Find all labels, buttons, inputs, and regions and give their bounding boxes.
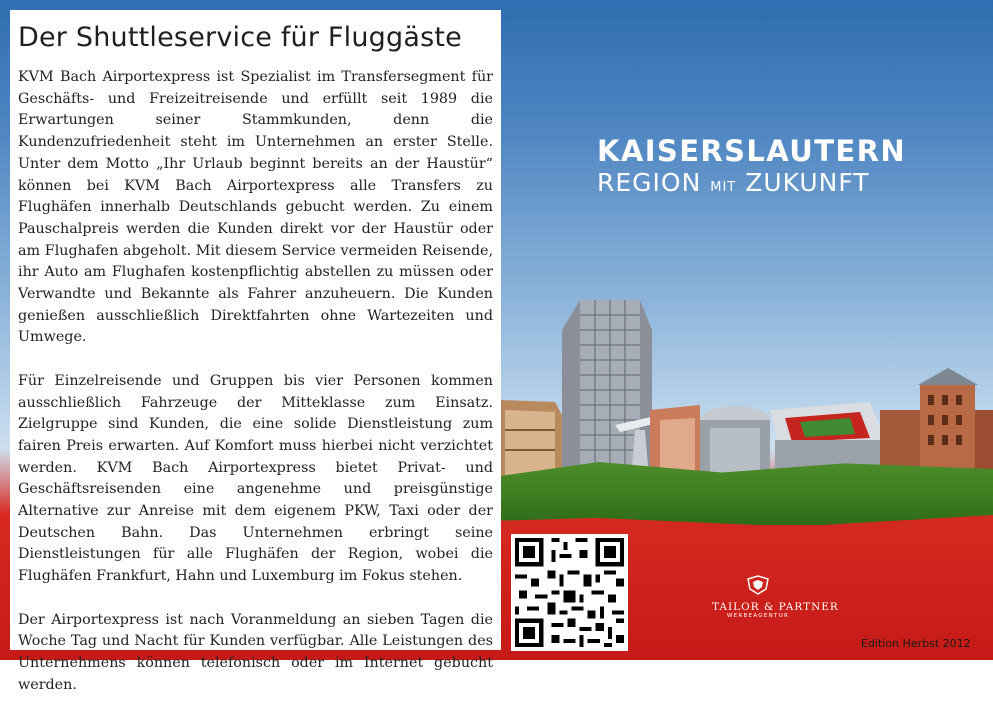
subtitle-zukunft: ZUKUNFT xyxy=(745,168,870,197)
ad-title: KAISERSLAUTERN xyxy=(597,134,906,168)
subtitle-region: REGION xyxy=(597,168,702,197)
article-headline: Der Shuttleservice für Fluggäste xyxy=(18,22,462,53)
agency-name: TAILOR & PARTNER xyxy=(712,601,839,613)
crest-icon xyxy=(745,575,771,595)
subtitle-mit: MIT xyxy=(710,180,737,195)
article-body xyxy=(18,67,493,718)
agency-logo xyxy=(712,575,839,637)
edition-label: Edition Herbst 2012 xyxy=(861,637,971,650)
ad-subtitle xyxy=(597,168,870,197)
agency-subtitle: WERBEAGENTUR xyxy=(726,613,790,619)
qr-code[interactable] xyxy=(511,534,628,651)
article-panel xyxy=(10,10,501,693)
article-paragraph: Der Airportexpress ist nach Voranmeldung an sieben Tagen die Woche Tag und Nacht für Kunden verfügbar. Alle Leistungen des Unternehmens können telefonisch oder im Internet gebucht werden. xyxy=(18,611,493,693)
article-paragraph: Für Einzelreisende und Gruppen bis vier Personen kommen ausschließlich Fahrzeuge der Mitteklasse zum Einsatz. Zielgruppe sind Kunden, die eine solide Dienstleistung zum fairen Preis erwarten. Auf Komfort muss hierbei nicht verzichtet werden. KVM Bach Airportexpress bietet Privat- und Geschäftsreisenden eine angenehme und preisgünstige Alternative zur Anreise mit dem eigenem PKW, Taxi oder der Deutschen Bahn. Das Unternehmen erbringt seine Dienstleistungen für alle Flughäfen der Region, wobei die Flughäfen Frankfurt, Hahn und Luxemburg im Fokus stehen. xyxy=(18,372,493,585)
article-paragraph: KVM Bach Airportexpress ist Spezialist im Transfersegment für Geschäfts- und Freizeitreisende und erfüllt seit 1989 die Erwartungen seiner Stammkunden, denn die Kundenzufriedenheit steht im Unternehmen an erster Stelle. Unter dem Motto „Ihr Urlaub beginnt bereits an der Haustür“ können bei KVM Bach Airportexpress alle Transfers zu Flughäfen innerhalb Deutschlands gebucht werden. Zu einem Pauschalpreis werden die Kunden direkt vor der Haustür oder am Flughafen abgeholt. Mit diesem Service vermeiden Reisende, ihr Auto am Flughafen kostenpflichtig abstellen zu müssen oder Verwandte und Bekannte als Fahrer anzuheuern. Die Kunden genießen ausschließlich Direktfahrten ohne Wartezeiten und Umwege. xyxy=(18,69,493,346)
